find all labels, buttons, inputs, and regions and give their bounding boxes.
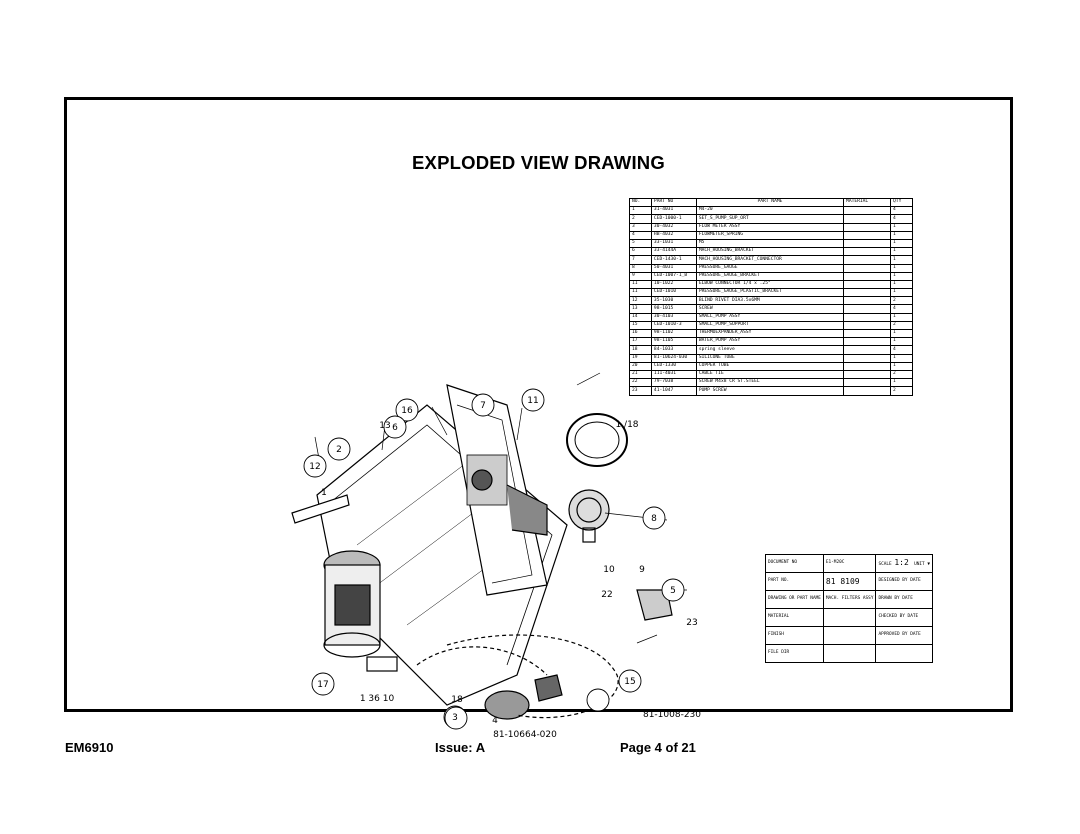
cell-qty: 1 [891,223,913,231]
cell-part-name: SMALL_PUMP_SUPPORT [696,321,843,329]
cell-no: 14 [630,313,652,321]
drawing-value: MACH. FILTERS ASSY [823,591,876,609]
cell-qty: 2 [891,387,913,395]
table-row [630,215,913,223]
file-label: FILE DIR [766,645,824,663]
table-row [630,297,913,305]
cell-material [844,280,891,288]
title-block-row [766,591,933,609]
drawing-label: DRAWING OR PART NAME [766,591,824,609]
cell-part-no: 79-7038 [651,379,696,387]
cell-qty: 1 [891,248,913,256]
cell-material [844,256,891,264]
cell-part-name: MACH_HOUSING_BRACKET_CONNECTOR [696,256,843,264]
cell-no: 13 [630,305,652,313]
cell-part-name: SCREW M4x8 CR ST.STEEL [696,379,843,387]
cell-no: 21 [630,370,652,378]
cell-qty: 2 [891,321,913,329]
cell-material [844,387,891,395]
title-block-row [766,573,933,591]
cell-no: 11 [630,289,652,297]
cell-part-no: CED-1430-1 [651,256,696,264]
cell-part-name: M5 [696,239,843,247]
cell-qty: 2 [891,370,913,378]
cell-material [844,248,891,256]
designed-by: DESIGNED BY DATE [876,573,933,591]
cell-part-no: 33-1031 [651,239,696,247]
callout-label: 11 [527,396,539,406]
cell-part-name: SET_S_PUMP_SUP_ORT [696,215,843,223]
drawn-by: DRAWN BY DATE [876,591,933,609]
table-row [630,370,913,378]
cell-material [844,215,891,223]
cell-part-no: 41-1047 [651,387,696,395]
cell-part-no: CED-1010 [651,289,696,297]
callout-label: 17 [317,680,329,690]
callout-label: 6 [392,423,398,433]
cell-no: 12 [630,297,652,305]
column-header-part-name: PART NAME [696,199,843,207]
scale-label: SCALE [878,562,892,568]
table-row [630,305,913,313]
callout-label: 9 [639,565,645,575]
checked-by: CHECKED BY DATE [876,609,933,627]
cell-no: 3 [630,223,652,231]
exploded-view-illustration [217,345,717,765]
cell-no: 9 [630,272,652,280]
cell-part-no: CED-1330 [651,362,696,370]
cell-part-no: 33-4144A [651,248,696,256]
cell-no: 5 [630,239,652,247]
cell-part-name: M4-20 [696,207,843,215]
table-row [630,330,913,338]
approved-by: APPROVED BY DATE [876,627,933,645]
column-header-no: NO. [630,199,652,207]
cell-part-no: 50-4031 [651,264,696,272]
cell-part-no: CED-1007-1_B [651,272,696,280]
parts-list-body [630,207,913,395]
cell-no: 20 [630,362,652,370]
cell-part-no: 31-4031 [651,207,696,215]
cell-qty: 2 [891,297,913,305]
callout-label: 23 [686,618,698,628]
title-block-row [766,645,933,663]
cell-part-no: 84-1033 [651,346,696,354]
part-no-label: PART NO. [766,573,824,591]
part-no-value: 81 8109 [823,573,876,591]
table-row [630,338,913,346]
cell-part-name: spring sleeve [696,346,843,354]
cell-qty: 1 [891,264,913,272]
footer-doc-number: EM6910 [65,740,114,755]
column-header-part-no: PART NO [651,199,696,207]
doc-no-label: DOCUMENT NO [766,555,824,573]
table-row [630,346,913,354]
cell-no: 17 [630,338,652,346]
cell-part-name: SCREW [696,305,843,313]
cell-part-no: 111-4031 [651,370,696,378]
scale-cell [876,555,933,573]
cell-material [844,272,891,280]
cell-qty: 1 [891,272,913,280]
table-row [630,387,913,395]
cell-part-no: 81-10624-030 [651,354,696,362]
cell-qty: 1 [891,239,913,247]
table-row [630,379,913,387]
cell-material [844,321,891,329]
cell-qty: 1 [891,330,913,338]
finish-label: FINISH [766,627,824,645]
cell-part-no: 30-4032 [651,223,696,231]
cell-part-no: 98-1105 [651,338,696,346]
footer-page-number: Page 4 of 21 [620,740,696,755]
callout-label: 22 [601,590,613,600]
cell-part-name: CABLE TIE [696,370,843,378]
cell-qty: 1 [891,379,913,387]
callout-ref-tube1: 81-1008-230 [642,710,702,720]
cell-no: 11 [630,280,652,288]
table-row [630,248,913,256]
cell-material [844,370,891,378]
callout-label: 2 [336,445,342,455]
cell-material [844,338,891,346]
table-row [630,223,913,231]
cell-part-name: WATER_PUMP ASSY [696,338,843,346]
cell-part-name: ELBOW CONNECTOR 1/4 x .25" [696,280,843,288]
table-row [630,280,913,288]
cell-no: 15 [630,321,652,329]
cell-material [844,264,891,272]
callout-label: 4 [492,716,498,726]
table-row [630,272,913,280]
cell-part-no: 10-1022 [651,280,696,288]
table-row [630,289,913,297]
cell-no: 2 [630,215,652,223]
cell-material [844,330,891,338]
cell-no: 6 [630,248,652,256]
cell-part-name: COPPER TUBE [696,362,843,370]
cell-part-name: SMALL_PUMP ASSY [696,313,843,321]
callout-label: 3 [452,713,458,723]
cell-material [844,362,891,370]
callout-label: 18 [451,695,463,705]
column-header-qty: QTY [891,199,913,207]
cell-no: 19 [630,354,652,362]
cell-material [844,223,891,231]
cell-material [844,207,891,215]
cell-qty: 1 [891,362,913,370]
cell-qty: 4 [891,305,913,313]
cell-qty: 4 [891,215,913,223]
footer-issue: Issue: A [435,740,486,755]
cell-no: 8 [630,264,652,272]
cell-part-name: PUMP SCREW [696,387,843,395]
cell-part-no: 35-1030 [651,297,696,305]
title-block [765,554,933,663]
cell-qty: 1 [891,354,913,362]
cell-no: 16 [630,330,652,338]
callout-label: 1 [321,488,327,498]
cell-part-no: CED-1010-3 [651,321,696,329]
unit-label: UNIT [914,562,925,568]
parts-list-table [629,198,913,396]
table-row [630,321,913,329]
cell-material [844,313,891,321]
cell-part-no: HB-4032 [651,231,696,239]
cell-qty: 4 [891,346,913,354]
cell-qty: 4 [891,207,913,215]
callout-label: 5 [670,586,676,596]
cell-material [844,231,891,239]
cell-part-name: FLOWMETER_SPRING [696,231,843,239]
cell-qty: 1 [891,313,913,321]
cell-part-name: BLIND RIVET DIA3.5x6MM [696,297,843,305]
page-title: EXPLODED VIEW DRAWING [412,152,665,173]
table-row [630,207,913,215]
callout-label: 16 [401,406,413,416]
cell-part-no: 30-4103 [651,313,696,321]
table-row [630,362,913,370]
cell-part-no: 98-1102 [651,330,696,338]
cell-part-no: 98-1015 [651,305,696,313]
cell-qty: 1 [891,256,913,264]
cell-qty: 1 [891,338,913,346]
cell-part-name: FLOW METER ASSY [696,223,843,231]
cell-qty: 1 [891,289,913,297]
cell-qty: 1 [891,280,913,288]
cell-part-name: SILICONE TUBE [696,354,843,362]
callout-ref-1316: 1 36 10 [359,694,395,704]
cell-material [844,289,891,297]
table-row [630,264,913,272]
cell-no: 1 [630,207,652,215]
callout-label: 15 [624,677,636,687]
cell-material [844,305,891,313]
callout-label: 12 [309,462,321,472]
cell-no: 22 [630,379,652,387]
unit-value: ▼ [927,562,930,568]
cell-no: 7 [630,256,652,264]
cell-material [844,354,891,362]
doc-no-value: E1-M20C [823,555,876,573]
callout-label: 8 [651,514,657,524]
callout-ref-110: 1 /18 [615,420,639,430]
cell-part-name: PRESSURE_GAUGE_BRACKET [696,272,843,280]
cell-no: 18 [630,346,652,354]
cell-material [844,297,891,305]
table-row [630,354,913,362]
drawing-frame [64,97,1013,740]
table-row [630,256,913,264]
title-block-row [766,627,933,645]
callout-label: 7 [480,401,486,411]
material-label: MATERIAL [766,609,824,627]
cell-qty: 1 [891,231,913,239]
cell-part-no: CED-1000-1 [651,215,696,223]
cell-material [844,239,891,247]
cell-no: 23 [630,387,652,395]
cell-material [844,346,891,354]
cell-material [844,379,891,387]
cell-no: 4 [630,231,652,239]
callout-label: 13 [379,421,391,431]
cell-part-name: THERMOEXPANDER_ASSY [696,330,843,338]
scale-value: 1:2 [894,558,909,568]
callout-label: 10 [603,565,615,575]
table-row [630,313,913,321]
table-row [630,239,913,247]
title-block-row [766,555,933,573]
title-block-row [766,609,933,627]
cell-part-name: MACH_HOUSING_BRACKET [696,248,843,256]
column-header-material: MATERIAL [844,199,891,207]
cell-part-name: PRESSURE_GAUGE_PLASTIC_BRACKET [696,289,843,297]
table-row [630,231,913,239]
cell-part-name: PRESSURE_GAUGE [696,264,843,272]
callout-ref-tube2: 81-10664-020 [493,730,557,740]
table-header-row [630,199,913,207]
